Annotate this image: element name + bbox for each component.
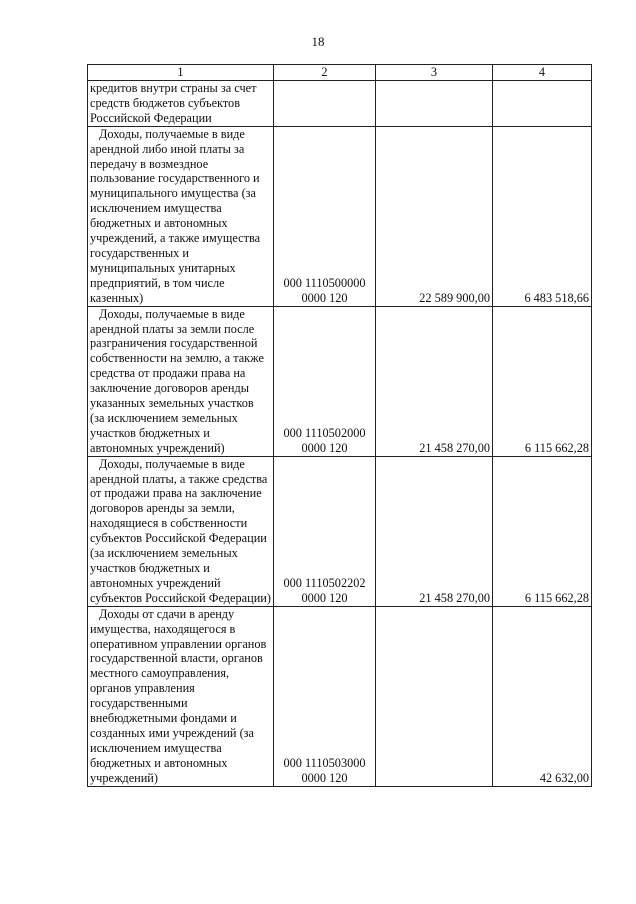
planned-amount-cell: 21 458 270,00 — [376, 456, 493, 606]
actual-amount-cell: 6 115 662,28 — [493, 306, 592, 456]
budget-code-cell — [274, 81, 376, 127]
column-header-4: 4 — [493, 65, 592, 81]
revenue-name: Доходы, получаемые в виде арендной платы, а также средства от продажи права на заключение договоров аренды за земли, находящиеся в собственности субъектов Российской Федерации (за исключением земельных участков бюджетных и автономных учреждений субъектов Российской Федерации) — [90, 456, 271, 605]
actual-amount-cell — [493, 81, 592, 127]
actual-amount-cell: 6 483 518,66 — [493, 126, 592, 306]
revenue-name-cell — [88, 81, 274, 127]
planned-amount-cell — [376, 606, 493, 786]
table-row — [88, 126, 592, 306]
revenue-name-cell — [88, 606, 274, 786]
revenue-name: Доходы, получаемые в виде арендной платы за земли после разграничения государственной собственности на землю, а также средства от продажи права на заключение договоров аренды указанных земельных участков (за исключением земельных участков бюджетных и автономных учреждений) — [90, 306, 264, 455]
planned-amount-cell: 22 589 900,00 — [376, 126, 493, 306]
table-row — [88, 456, 592, 606]
header-row — [88, 65, 592, 81]
table-row — [88, 306, 592, 456]
revenue-name: кредитов внутри страны за счет средств бюджетов субъектов Российской Федерации — [90, 81, 257, 125]
budget-code-cell: 000 1110500000 0000 120 — [274, 126, 376, 306]
table-row — [88, 81, 592, 127]
revenue-name: Доходы, получаемые в виде арендной либо иной платы за передачу в возмездное пользование государственного и муниципального имущества (за исключением имущества бюджетных и автономных учреждений, а также имущества государственных и муниципальных унитарных предприятий, в том числе казенных) — [90, 126, 261, 305]
revenue-name-cell — [88, 456, 274, 606]
revenue-name-cell — [88, 306, 274, 456]
table-header — [88, 65, 592, 81]
column-header-2: 2 — [274, 65, 376, 81]
actual-amount-cell: 42 632,00 — [493, 606, 592, 786]
budget-code-cell: 000 1110503000 0000 120 — [274, 606, 376, 786]
table-body — [88, 81, 592, 787]
column-header-3: 3 — [376, 65, 493, 81]
budget-code-cell: 000 1110502202 0000 120 — [274, 456, 376, 606]
actual-amount-cell: 6 115 662,28 — [493, 456, 592, 606]
budget-code-cell: 000 1110502000 0000 120 — [274, 306, 376, 456]
revenue-table — [87, 64, 592, 787]
revenue-name-cell — [88, 126, 274, 306]
planned-amount-cell — [376, 81, 493, 127]
column-header-1: 1 — [88, 65, 274, 81]
planned-amount-cell: 21 458 270,00 — [376, 306, 493, 456]
table-row — [88, 606, 592, 786]
page-number: 18 — [311, 34, 325, 49]
revenue-name: Доходы от сдачи в аренду имущества, находящегося в оперативном управлении органов государственной власти, органов местного самоуправления, органов управления государственными внебюджетными фондами и созданных ими учреждений (за исключением имущества бюджетных и автономных учреждений) — [90, 606, 267, 785]
